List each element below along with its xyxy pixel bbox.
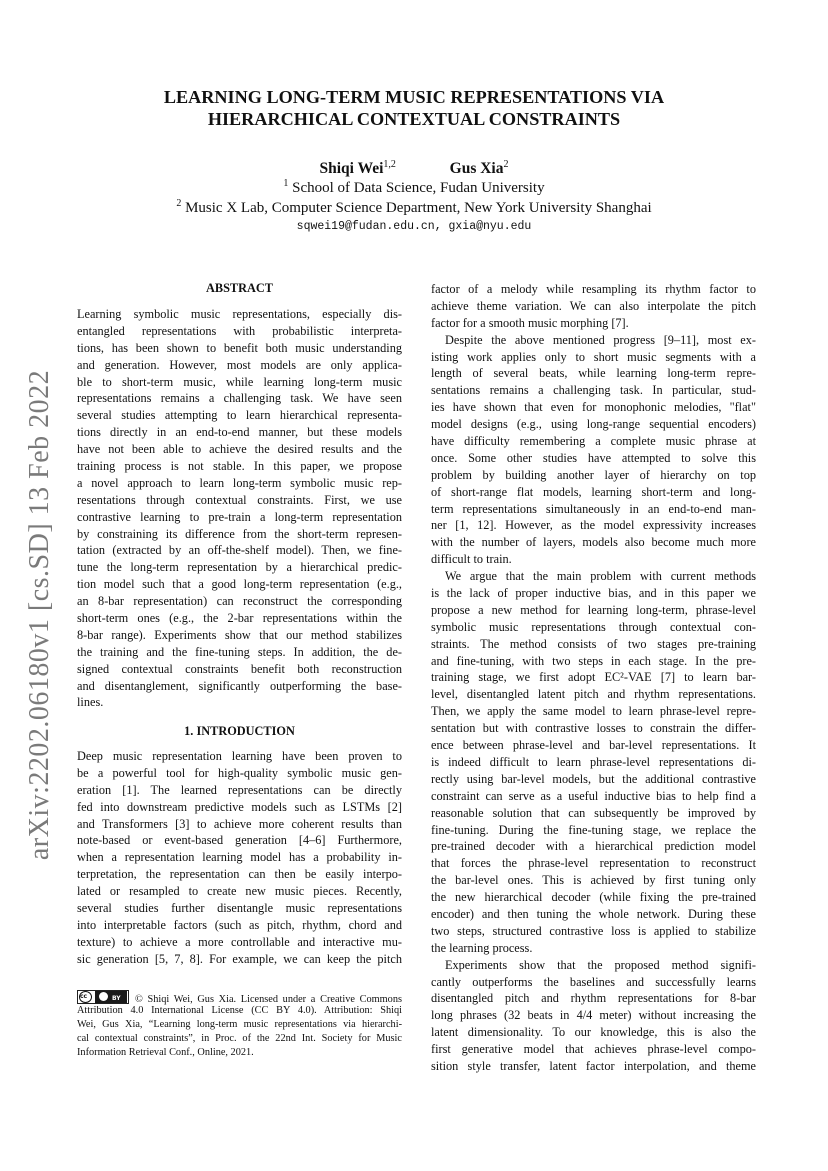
body-line: ies have shown that even for monophonic melodies, "flat"	[431, 400, 756, 415]
body-line: ner [1, 12]. However, as the model expressivity increases	[431, 518, 756, 533]
body-line: Then, we apply the same model to learn phrase-level repre-	[431, 704, 756, 719]
footnote-line	[77, 990, 402, 1004]
intro-line: Deep music representation learning have been proven to	[77, 749, 402, 763]
body-line: pre-trained decoder with a hierarchical prediction model	[431, 839, 756, 854]
body-line: once. Some other studies have attempted to solve this	[431, 450, 756, 465]
affiliation	[100, 178, 728, 198]
body-line: ence between phrase-level and bar-level representations. It	[431, 738, 756, 753]
body-line: factor of a melody while resampling its rhythm factor to	[431, 282, 756, 296]
body-line: with the number of layers, models also become much more	[431, 535, 756, 550]
license-footnote	[77, 990, 402, 1059]
title-line-1: LEARNING LONG-TERM MUSIC REPRESENTATIONS VIA	[163, 87, 665, 107]
intro-line: note-based or event-based generation [4–6] Furthermore,	[77, 833, 402, 848]
cc-license-icon: cc BY	[77, 990, 129, 1004]
body-line: rectly using bar-level models, but the additional contrastive	[431, 771, 756, 786]
affiliation-mark: 1	[283, 178, 289, 189]
abstract-line: tions directly in an end-to-end manner, but these models	[77, 425, 402, 440]
right-column-body	[431, 281, 756, 1075]
affiliation-text: Music X Lab, Computer Science Department, New York University Shanghai	[185, 200, 652, 216]
intro-line: fed into downstream predictive models such as LSTMs [2]	[77, 799, 402, 814]
body-line: is the lack of proper inductive bias, and in this paper we	[431, 586, 756, 601]
affiliation	[100, 198, 728, 218]
body-line: the new hierarchical decoder (while fixing the pre-trained	[431, 890, 756, 905]
body-line: factor for a smooth music morphing [7].	[431, 315, 629, 330]
abstract-line: representations remains a challenging task. We have seen	[77, 391, 402, 406]
body-line: latent dimensionality. To our knowledge, this is also the	[431, 1025, 756, 1040]
intro-line: texture) to achieve a more controllable and interactive mu-	[77, 934, 402, 949]
author-name: Shiqi Wei	[319, 160, 384, 177]
body-line: Despite the above mentioned progress [9–11], most ex-	[445, 332, 756, 347]
intro-body	[77, 748, 402, 968]
intro-line: when a representation learning model has a probability in-	[77, 850, 402, 865]
paper-title	[100, 86, 728, 130]
title-line-2: HIERARCHICAL CONTEXTUAL CONSTRAINTS	[207, 109, 621, 129]
intro-line: be a powerful tool for high-quality symbolic music gen-	[77, 765, 402, 780]
body-line: model designs (e.g., using long-range sequential encoders)	[431, 417, 756, 432]
abstract-line: Learning symbolic music representations, especially dis-	[77, 307, 402, 321]
affiliation-mark: 2	[176, 198, 182, 209]
abstract-line: training process is not stable. In this paper, we propose	[77, 459, 402, 474]
body-line: symbolic music representations through contextual con-	[431, 619, 756, 634]
body-line: propose a new method for learning long-term, phrase-level	[431, 602, 756, 617]
author-emails: sqwei19@fudan.edu.cn, gxia@nyu.edu	[296, 220, 532, 233]
body-line: is indeed difficult to learn phrase-level representations di-	[431, 754, 756, 769]
body-line: disentangled pitch and rhythm representations for 8-bar	[431, 991, 756, 1006]
intro-line: sic generation [5, 7, 8]. For example, we can keep the pitch	[77, 951, 402, 966]
abstract-line: short-term ones (e.g., the 2-bar representations within the	[77, 611, 402, 626]
body-line: of short-range flat models, learning short-term and long-	[431, 484, 756, 499]
body-line: We argue that the main problem with current methods	[445, 569, 756, 584]
body-line: straints. The method consists of two stages pre-training	[431, 636, 756, 651]
body-line: sentations remains a challenging task. In particular, stud-	[431, 383, 756, 398]
abstract-line: by constraining its difference from the short-term represen-	[77, 526, 402, 541]
body-line: difficult to train.	[431, 552, 512, 567]
body-line: the learning process.	[431, 940, 533, 955]
body-line: long phrases (32 beats in 4/4 meter) without increasing the	[431, 1008, 756, 1023]
author-list	[100, 159, 728, 179]
abstract-line: an 8-bar representation) can reconstruct the corresponding	[77, 594, 402, 609]
abstract-line: contrastive learning to pre-train a long-term representation	[77, 509, 402, 524]
abstract-line: lines.	[77, 695, 104, 710]
body-line: that forces the phrase-level representation to reconstruct	[431, 856, 756, 871]
footnote-line: Wei, Gus Xia, “Learning long-term music representations via hierarchi-	[77, 1018, 402, 1030]
abstract-line: resentations through contextual constraints. First, we use	[77, 492, 402, 507]
body-line: sition style transfer, latent factor interpolation, and theme	[431, 1058, 756, 1073]
abstract-line: ble to short-term music, while learning long-term music	[77, 374, 402, 389]
body-line: training stage, we first adopt EC²-VAE [7] to learn bar-	[431, 670, 756, 685]
intro-line: and Transformers [3] to achieve more coherent results than	[77, 816, 402, 831]
body-line: term representations simultaneously in an end-to-end man-	[431, 501, 756, 516]
body-line: and fine-tuning, with two steps in each stage. In the pre-	[431, 653, 756, 668]
abstract-line: tions, has been shown to benefit both music understanding	[77, 340, 402, 355]
intro-line: lated or resampled to create new music pieces. Recently,	[77, 884, 402, 899]
abstract-line: have not been able to achieve the desired results and the	[77, 442, 402, 457]
abstract-line: tation (extracted by an off-the-shelf model). Then, we fine-	[77, 543, 402, 558]
body-line: level, disentangled latent pitch and rhythm representations.	[431, 687, 756, 702]
abstract-heading: ABSTRACT	[206, 281, 273, 295]
abstract-line: the training and the fine-tuning steps. In addition, the de-	[77, 644, 402, 659]
abstract-line: a novel approach to learn long-term symbolic music rep-	[77, 475, 402, 490]
body-line: have difficulty remembering a complete music phrase at	[431, 434, 756, 449]
body-line: encoder) and then tuning the whole network. During these	[431, 906, 756, 921]
body-line: reasonable solution that can subsequently be improved by	[431, 805, 756, 820]
body-line: two steps, structured contrastive loss is applied to stabilize	[431, 923, 756, 938]
abstract-line: signed contextual constraints benefit both reconstruction	[77, 661, 402, 676]
abstract-line: entangled representations with probabilistic interpreta-	[77, 323, 402, 338]
intro-line: eration [1]. The learned representations can be directly	[77, 782, 402, 797]
body-line: the bar-level ones. This is achieved by first tuning only	[431, 873, 756, 888]
arxiv-identifier: arXiv:2202.06180v1 [cs.SD] 13 Feb 2022	[24, 369, 55, 861]
body-line: Experiments show that the proposed method signifi-	[445, 957, 756, 972]
abstract-line: and disentanglement, significantly outperforming the base-	[77, 678, 402, 693]
intro-line: several studies further disentangle music representations	[77, 901, 402, 916]
intro-heading: 1. INTRODUCTION	[184, 724, 295, 738]
body-line: achieve theme variation. We can also interpolate the pitch	[431, 298, 756, 313]
abstract-line: and generation. However, most models are only applica-	[77, 357, 402, 372]
footnote-line: Information Retrieval Conf., Online, 2021.	[77, 1046, 254, 1058]
abstract-line: 8-bar range). Experiments show that our method stabilizes	[77, 627, 402, 642]
intro-line: terpretation, the representation can then be easily interpo-	[77, 867, 402, 882]
author-affil-mark: 1,2	[383, 159, 396, 170]
abstract-line: tion model such that a good long-term representation (e.g.,	[77, 577, 402, 592]
body-line: first generative model that achieves phrase-level compo-	[431, 1042, 756, 1057]
abstract-line: tune the long-term representation by a hierarchical predic-	[77, 560, 402, 575]
author-affil-mark: 2	[503, 159, 509, 170]
body-line: isting work applies only to short music segments with a	[431, 349, 756, 364]
footnote-line: cal contextual constraints”, in Proc. of the 22nd Int. Society for Music	[77, 1032, 402, 1044]
footnote-text: © Shiqi Wei, Gus Xia. Licensed under a Creative Commons	[135, 994, 402, 1005]
affiliation-text: School of Data Science, Fudan University	[292, 180, 545, 196]
author-name: Gus Xia	[449, 160, 504, 177]
body-line: fine-tuning. During the fine-tuning stage, we replace the	[431, 822, 756, 837]
abstract-body	[77, 306, 402, 711]
body-line: sentation but with contrastive losses to constrain the differ-	[431, 721, 756, 736]
body-line: problem by building another layer of hierarchy on top	[431, 467, 756, 482]
body-line: length of several beats, while learning long-term repre-	[431, 366, 756, 381]
abstract-line: several studies attempting to learn hierarchical representa-	[77, 408, 402, 423]
footnote-line: Attribution 4.0 International License (CC BY 4.0). Attribution: Shiqi	[77, 1004, 402, 1016]
intro-line: into interpretable factors (such as pitch, rhythm, chord and	[77, 917, 402, 932]
body-line: constraint can serve as a useful inductive bias to help find a	[431, 788, 756, 803]
body-line: cantly outperforms the baselines and successfully learns	[431, 974, 756, 989]
